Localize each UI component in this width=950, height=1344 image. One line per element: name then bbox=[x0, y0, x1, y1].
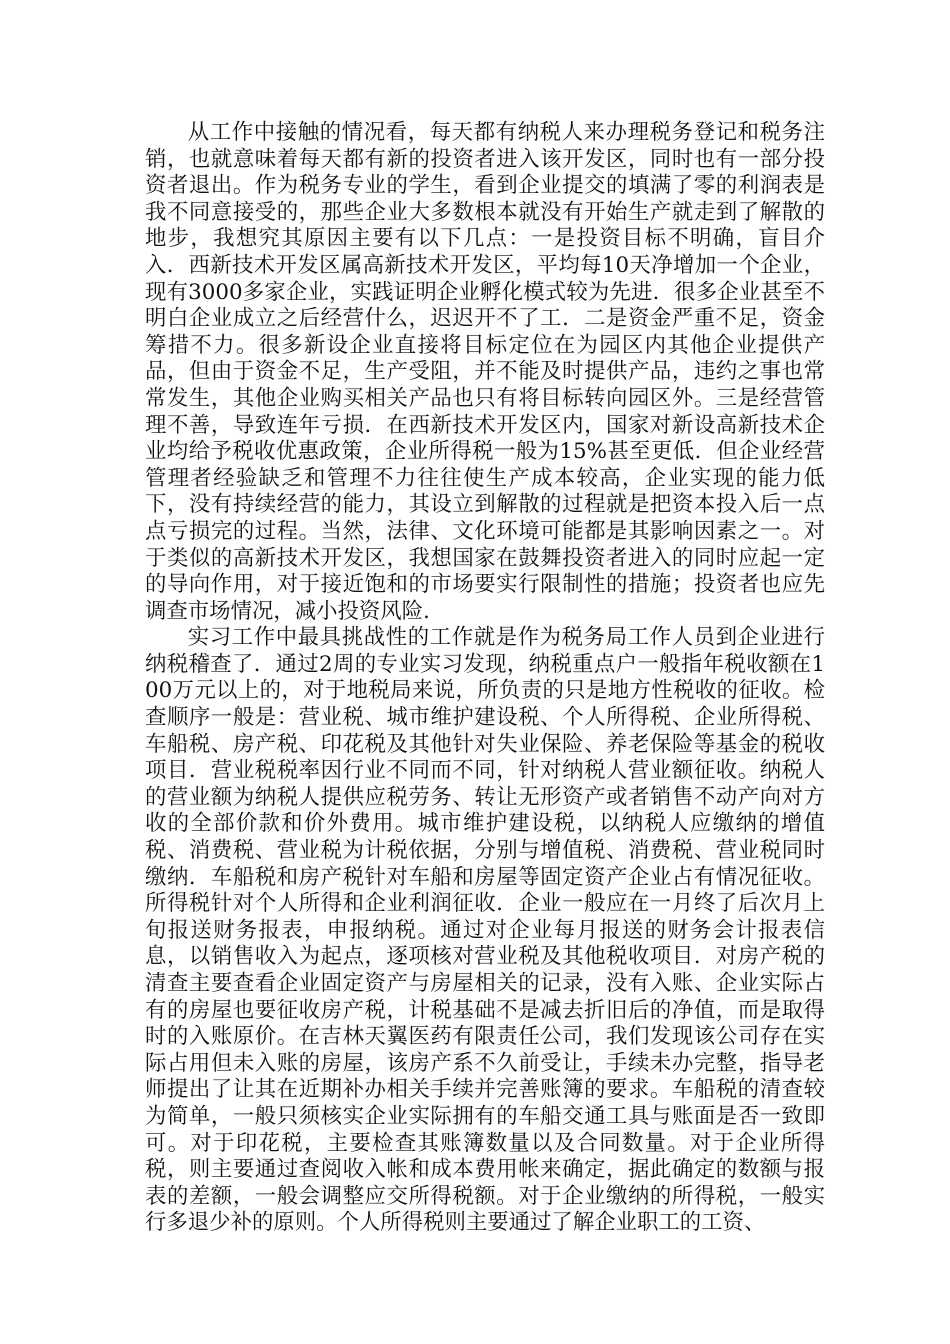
paragraph-tax-audit: 实习工作中最具挑战性的工作就是作为税务局工作人员到企业进行纳税稽查了．通过2周的专业实习发现，纳税重点户一般指年税收额在100万元以上的，对于地税局来说，所负责的只是地方性税收的征收。检查顺序一般是：营业税、城市维护建设税、个人所得税、企业所得税、车船税、房产税、印花税及其他针对失业保险、养老保险等基金的税收项目．营业税税率因行业不同而不同，针对纳税人营业额征收。纳税人的营业额为纳税人提供应税劳务、转让无形资产或者销售不动产向对方收的全部价款和价外费用。城市维护建设税，以纳税人应缴纳的增值税、消费税、营业税为计税依据，分别与增值税、消费税、营业税同时缴纳．车船税和房产税针对车船和房屋等固定资产企业占有情况征收。所得税针对个人所得和企业利润征收．企业一般应在一月终了后次月上旬报送财务报表，申报纳税。通过对企业每月报送的财务会计报表信息，以销售收入为起点，逐项核对营业税及其他税收项目．对房产税的清查主要查看企业固定资产与房屋相关的记录，没有入账、企业实际占有的房屋也要征收房产税，计税基础不是减去折旧后的净值，而是取得时的入账原价。在吉林天翼医药有限责任公司，我们发现该公司存在实际占用但未入账的房屋，该房产系不久前受让，手续未办完整，指导老师提出了让其在近期补办相关手续并完善账簿的要求。车船税的清查较为简单，一般只须核实企业实际拥有的车船交通工具与账面是否一致即可。对于印花税，主要检查其账簿数量以及合同数量。对于企业所得税，则主要通过查阅收入帐和成本费用帐来确定，据此确定的数额与报表的差额，一般会调整应交所得税额。对于企业缴纳的所得税，一般实行多退少补的原则。个人所得税则主要通过了解企业职工的工资、 bbox=[145, 625, 825, 1236]
document-body bbox=[145, 120, 825, 1237]
paragraph-startup-analysis: 从工作中接触的情况看，每天都有纳税人来办理税务登记和税务注销，也就意味着每天都有新的投资者进入该开发区，同时也有一部分投资者退出。作为税务专业的学生，看到企业提交的填满了零的利润表是我不同意接受的，那些企业大多数根本就没有开始生产就走到了解散的地步，我想究其原因主要有以下几点：一是投资目标不明确，盲目介入．西新技术开发区属高新技术开发区，平均每10天净增加一个企业，现有3000多家企业，实践证明企业孵化模式较为先进．很多企业甚至不明白企业成立之后经营什么，迟迟开不了工．二是资金严重不足，资金筹措不力。很多新设企业直接将目标定位在为园区内其他企业提供产品，但由于资金不足，生产受阻，并不能及时提供产品，违约之事也常常发生，其他企业购买相关产品也只有将目标转向园区外。三是经营管理不善，导致连年亏损．在西新技术开发区内，国家对新设高新技术企业均给予税收优惠政策，企业所得税一般为15%甚至更低．但企业经营管理者经验缺乏和管理不力往往使生产成本较高，企业实现的能力低下，没有持续经营的能力，其设立到解散的过程就是把资本投入后一点点亏损完的过程。当然，法律、文化环境可能都是其影响因素之一。对于类似的高新技术开发区，我想国家在鼓舞投资者进入的同时应起一定的导向作用，对于接近饱和的市场要实行限制性的措施；投资者也应先调查市场情况，减小投资风险． bbox=[145, 120, 825, 624]
